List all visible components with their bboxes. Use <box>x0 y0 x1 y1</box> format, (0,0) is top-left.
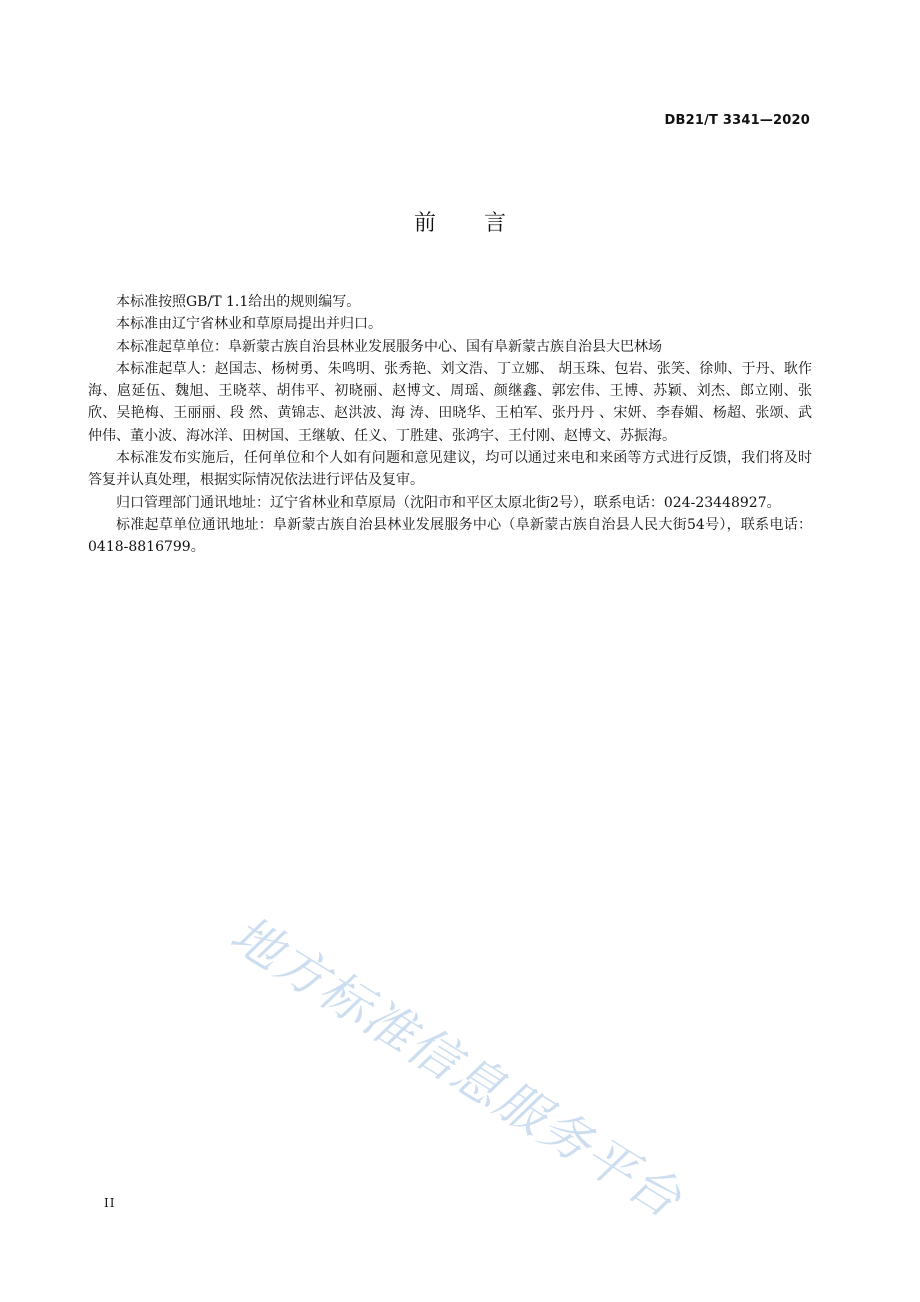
paragraph-drafters: 本标准起草人：赵国志、杨树勇、朱鸣明、张秀艳、刘文浩、丁立娜、 胡玉珠、包岩、张笑、徐帅、于丹、耿作海、扈延伍、魏旭、王晓萃、胡伟平、初晓丽、赵博文、周瑶、颜继鑫、郭宏伟、王博、苏颖、刘杰、郎立刚、张欣、吴艳梅、王丽丽、段 然、黄锦志、赵洪波、海 涛、田晓华、王柏军、张丹丹 、宋妍、李春媚、杨超、张颂、武仲伟、董小波、海冰洋、田树国、王继敏、任义、丁胜建、张鸿宇、王付刚、赵博文、苏振海。 <box>88 360 812 444</box>
document-code: DB21/T 3341—2020 <box>664 113 810 128</box>
paragraph-proposer: 本标准由辽宁省林业和草原局提出并归口。 <box>116 316 382 333</box>
page-number: II <box>104 1196 116 1210</box>
paragraph-feedback: 本标准发布实施后，任何单位和个人如有问题和意见建议，均可以通过来电和来函等方式进行反馈，我们将及时答复并认真处理，根据实际情况依法进行评估及复审。 <box>88 450 812 489</box>
watermark: 地方标准信息服务平台 <box>220 904 693 1230</box>
preface-body <box>88 291 812 559</box>
paragraph-drafting-rules: 本标准按照GB/T 1.1给出的规则编写。 <box>116 294 361 310</box>
page-title: 前言 <box>413 211 554 236</box>
paragraph-authority-address: 归口管理部门通讯地址：辽宁省林业和草原局（沈阳市和平区太原北街2号），联系电话：024-23448927。 <box>116 494 781 511</box>
paragraph-drafter-address: 标准起草单位通讯地址：阜新蒙古族自治县林业发展服务中心（阜新蒙古族自治县人民大街54号），联系电话：0418-8816799。 <box>88 516 812 556</box>
paragraph-drafting-units: 本标准起草单位：阜新蒙古族自治县林业发展服务中心、国有阜新蒙古族自治县大巴林场 <box>116 338 662 355</box>
